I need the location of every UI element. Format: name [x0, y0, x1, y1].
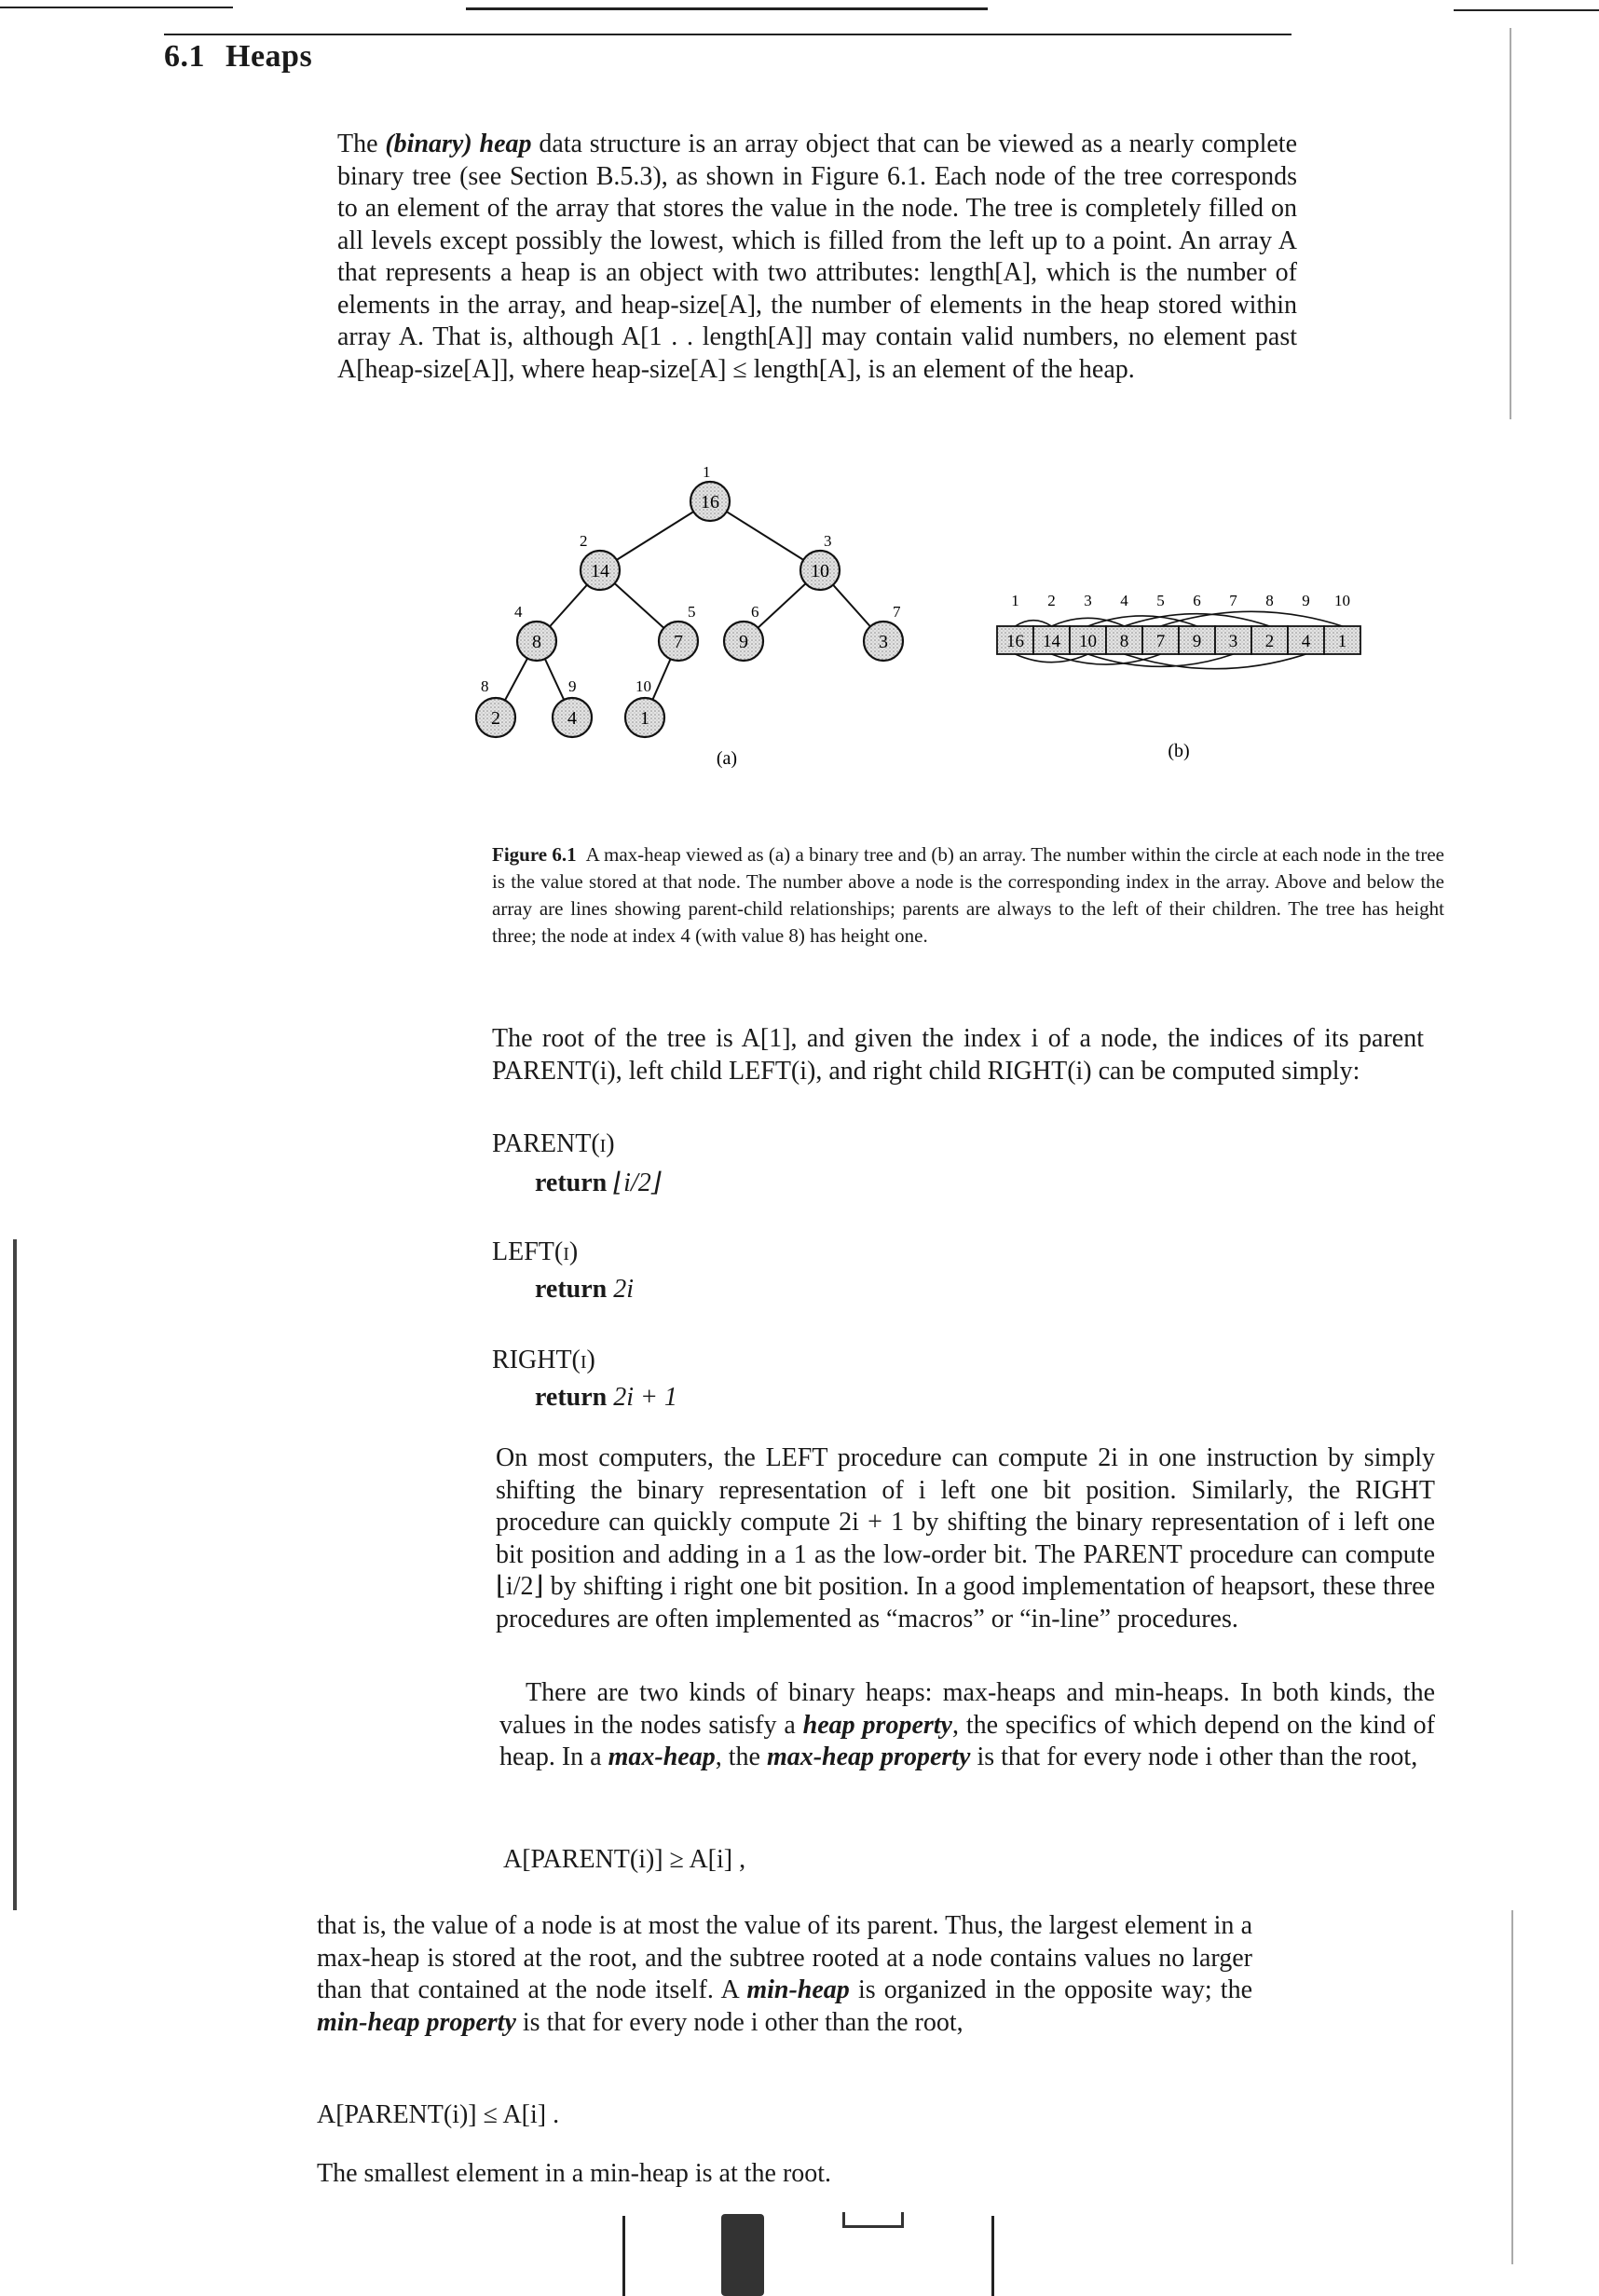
paragraph-shift-ops: On most computers, the LEFT procedure can compute 2i in one instruction by simply shifting the binary representation of i left one bit position. Similarly, the RIGHT procedure can quickly compute 2i + 1 by shifting the binary representation of i left one bit position and adding in a 1 as the low-order bit. The PARENT procedure can compute ⌊i/2⌋ by shifting i right one bit position. In a good implementation of heapsort, these three procedures are often implemented as “macros” or “in-line” procedures.: [496, 1443, 1435, 1633]
caption-text: A max-heap viewed as (a) a binary tree and (b) an array. The number within the circle at each node in the tree is the value stored at that node. The number above a node is the corresponding index in the array. Above and below the array are lines showing parent-child relationships; parents are always to the left of their children. The tree has height three; the node at index 4 (with value 8) has height one.: [492, 843, 1444, 947]
heap-kinds-text-c: , the: [715, 1742, 767, 1771]
code-parent-return: [535, 1167, 662, 1198]
figure-6-1: [475, 457, 1370, 811]
paragraph-root-index: The root of the tree is A[1], and given the index i of a node, the indices of its parent PARENT(i), left child LEFT(i), and right child RIGHT(i) can be computed simply:: [492, 1024, 1424, 1086]
section-number: 6.1: [164, 39, 205, 74]
array-cell-value: 10: [1079, 632, 1097, 651]
code-parent-signature: PARENT(i): [492, 1129, 615, 1158]
section-title: Heaps: [226, 39, 313, 74]
heap-array: [997, 592, 1360, 669]
array-cell-value: 1: [1337, 632, 1347, 651]
figure-caption: [492, 841, 1444, 950]
array-index-label: 9: [1302, 592, 1310, 609]
tree-node-value: 3: [879, 632, 888, 652]
array-cell-value: 7: [1155, 632, 1166, 651]
intro-text-a: The: [337, 130, 386, 158]
array-cell-value: 4: [1301, 632, 1311, 651]
term-max-heap-property: max-heap property: [766, 1742, 971, 1771]
scan-top-rule-right: [1454, 9, 1599, 11]
code-right-signature: RIGHT(i): [492, 1346, 595, 1374]
tree-node-value: 2: [491, 708, 500, 729]
section-heading: [164, 39, 312, 75]
tree-node-value: 14: [591, 561, 609, 581]
figure-label-a: (a): [716, 748, 738, 769]
array-index-label: 1: [1011, 592, 1019, 609]
tree-node-index: 7: [893, 603, 901, 621]
code-left-return: [535, 1275, 634, 1305]
tree-node-index: 3: [824, 532, 832, 550]
tree-node-index: 5: [688, 603, 696, 621]
equation-max-heap: A[PARENT(i)] ≥ A[i] ,: [503, 1845, 746, 1874]
paragraph-min-heap-root: The smallest element in a min-heap is at the root.: [317, 2159, 832, 2188]
array-index-label: 2: [1047, 592, 1056, 609]
code-parent-expr: ⌊i/2⌋: [613, 1168, 662, 1197]
term-max-heap: max-heap: [608, 1742, 716, 1771]
array-cell-value: 16: [1006, 632, 1024, 651]
array-link-arc: [1016, 621, 1052, 626]
tree-node-index: 4: [514, 603, 523, 621]
tree-node-value: 9: [739, 632, 748, 652]
tree-node-value: 8: [532, 632, 541, 652]
code-right-expr: 2i + 1: [613, 1383, 677, 1412]
array-index-label: 5: [1156, 592, 1165, 609]
caption-label: Figure 6.1: [492, 843, 577, 866]
array-index-label: 8: [1265, 592, 1274, 609]
scan-right-edge-lower: [1511, 1910, 1513, 2264]
min-heap-text-c: is that for every node i other than the root,: [515, 2007, 964, 2037]
tree-nodes: [476, 463, 903, 737]
tree-node-value: 10: [811, 561, 829, 581]
array-index-label: 4: [1120, 592, 1128, 609]
array-cell-value: 3: [1228, 632, 1238, 651]
term-min-heap-property: min-heap property: [317, 2007, 516, 2037]
code-left-signature: LEFT(i): [492, 1237, 579, 1266]
scan-top-rule-left: [0, 7, 233, 8]
paragraph-intro: [337, 129, 1297, 386]
term-min-heap: min-heap: [746, 1975, 850, 2004]
kw-return: return: [535, 1383, 608, 1412]
scan-bottom-right-bar: [991, 2216, 994, 2296]
tree-node-index: 2: [580, 532, 588, 550]
scan-top-rule-mid: [466, 7, 988, 10]
tree-node-index: 9: [568, 677, 577, 695]
tree-node-index: 6: [751, 603, 759, 621]
array-index-label: 10: [1334, 592, 1350, 609]
heap-kinds-text-d: is that for every node i other than the root,: [970, 1742, 1418, 1771]
term-binary-heap: (binary) heap: [385, 130, 532, 158]
array-index-label: 3: [1084, 592, 1092, 609]
tree-node-value: 16: [701, 492, 719, 512]
intro-text-b: data structure is an array object that can be viewed as a nearly complete binary tree (see Section B.5.3), as shown in Figure 6.1. Each node of the tree corresponds to an element of the array that stores the value in the node. The tree is completely filled on all levels except possibly the lowest, which is filled from the left up to a point. An array A that represents a heap is an object with two attributes: length[A], which is the number of elements in the array, and heap-size[A], the number of elements in the heap stored within array A. That is, although A[1 . . length[A]] may contain valid numbers, no element past A[heap-size[A]], where heap-size[A] ≤ length[A], is an element of the heap.: [337, 130, 1298, 384]
array-index-label: 6: [1193, 592, 1201, 609]
scan-left-edge: [13, 1239, 17, 1910]
paragraph-heap-kinds: [499, 1677, 1435, 1774]
array-index-label: 7: [1229, 592, 1237, 609]
min-heap-text-b: is organized in the opposite way; the: [849, 1975, 1252, 2004]
term-heap-property: heap property: [802, 1710, 952, 1740]
tree-node-value: 1: [640, 708, 649, 729]
tree-node-value: 7: [674, 632, 683, 652]
code-right-return: [535, 1383, 677, 1413]
tree-node-index: 10: [636, 677, 651, 695]
scan-smudge-icon: [721, 2214, 764, 2296]
header-rule: [164, 34, 1292, 35]
scan-right-edge: [1510, 28, 1511, 419]
array-cell-value: 2: [1264, 632, 1275, 651]
heap-kinds-text-b: , the specifics of which depend on the kind of heap. In a: [499, 1710, 1435, 1771]
tree-node-index: 1: [703, 463, 711, 481]
min-heap-text-a: that is, the value of a node is at most the value of its parent. Thus, the largest element in a max-heap is stored at the root, and the subtree rooted at a node contains values no larger than that contained at the node itself. A: [317, 1911, 1252, 2004]
scan-smudge-mark: [842, 2212, 904, 2228]
tree-node-index: 8: [481, 677, 489, 695]
paragraph-min-heap: [317, 1910, 1252, 2039]
figure-label-b: (b): [1168, 741, 1190, 761]
kw-return: return: [535, 1275, 608, 1304]
array-cell-value: 14: [1043, 632, 1060, 651]
tree-node-value: 4: [567, 708, 577, 729]
array-cell-value: 9: [1192, 632, 1202, 651]
heap-kinds-text-a: There are two kinds of binary heaps: max-heaps and min-heaps. In both kinds, the values in the nodes satisfy a: [499, 1678, 1435, 1740]
equation-min-heap: A[PARENT(i)] ≤ A[i] .: [317, 2100, 560, 2129]
scan-bottom-left-bar: [622, 2216, 625, 2296]
code-left-expr: 2i: [613, 1275, 635, 1304]
array-cell-value: 8: [1119, 632, 1129, 651]
kw-return: return: [535, 1168, 608, 1197]
